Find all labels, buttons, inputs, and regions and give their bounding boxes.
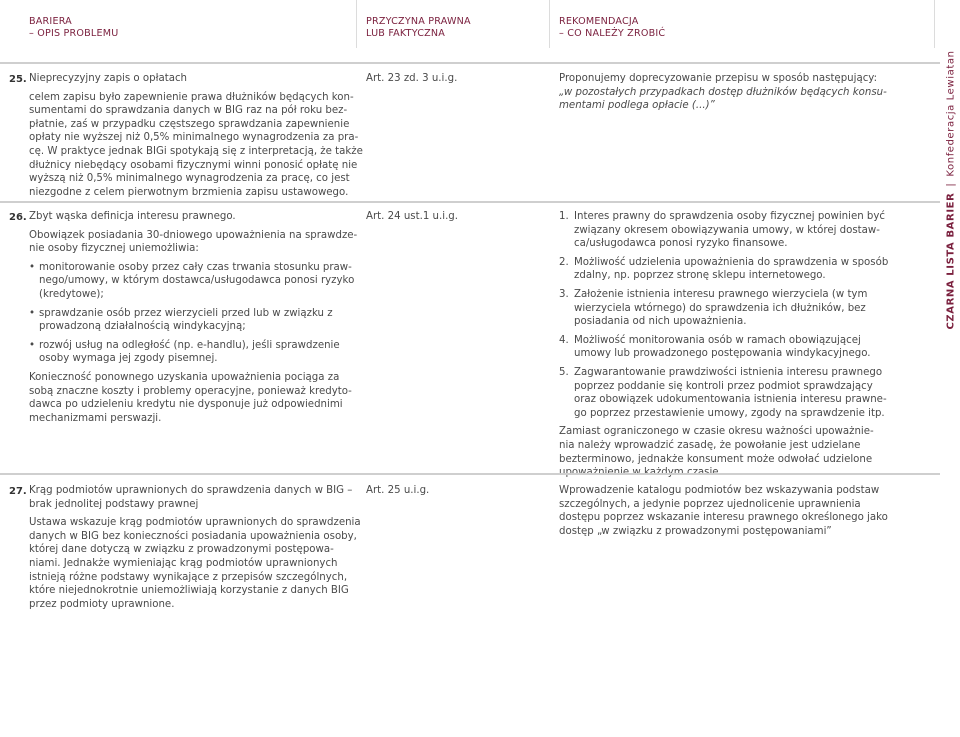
text-line: Zamiast ograniczonego w czasie okresu ważności upoważnie- [559, 426, 874, 438]
item-number: 1. [559, 211, 569, 222]
text-line: wyższą niż 0,5% minimalnego wynagrodzenia za pracę, co jest [29, 173, 350, 185]
numbered-item [559, 210, 889, 251]
text-line: Obowiązek posiadania 30-dniowego upoważnienia na sprawdze- [29, 229, 358, 241]
text-line: prowadzoną działalnością windykacyjną; [39, 321, 246, 333]
text-line: Konieczność ponownego uzyskania upoważnienia pociąga za [29, 371, 340, 383]
row-number: 27. [9, 486, 27, 497]
text-line: dostęp „w związku z prowadzonymi postępowaniami” [559, 525, 832, 537]
recommendation [559, 210, 889, 480]
text-line: Wprowadzenie katalogu podmiotów bez wskazywania podstaw [559, 485, 880, 496]
text-line: osoby wymaga jej zgody pisemnej. [39, 353, 218, 365]
header-line: LUB FAKTYCZNA [366, 28, 446, 39]
text-line: Interes prawny do sprawdzenia osoby fizycznej powinien być [574, 211, 886, 222]
text-line: szczególnych, a jedynie poprzez ujednolicenie uprawnienia [559, 498, 861, 510]
problem-title: Zbyt wąska definicja interesu prawnego. [29, 211, 236, 222]
text-line: przez podmioty uprawnione. [29, 598, 175, 610]
bullet-item [29, 261, 354, 302]
text-line: Proponujemy doprecyzowanie przepisu w sposób następujący: [559, 73, 878, 84]
text-line: dawca po udzieleniu kredytu nie dysponuje już odpowiednimi [29, 399, 343, 411]
header-line: REKOMENDACJA [559, 16, 639, 27]
legal-cause: Art. 24 ust.1 u.i.g. [366, 211, 459, 222]
numbered-item [559, 334, 889, 361]
text-line: bezterminowo, jednakże konsument może odwołać udzielone [559, 453, 873, 465]
row-divider [0, 473, 940, 475]
numbered-item [559, 288, 889, 329]
item-number: 3. [559, 288, 569, 300]
column-header-problem [29, 16, 118, 40]
text-line: (kredytowe); [39, 288, 104, 300]
header-divider [934, 0, 935, 48]
text-line: wierzyciela wtórnego) do sprawdzenia ich dłużników, bez [574, 302, 866, 314]
text-line: ca/usługodawca ponosi ryzyko finansowe. [574, 238, 788, 250]
problem-title: Krąg podmiotów uprawnionych do sprawdzenia danych w BIG – [29, 485, 353, 496]
sidebar-label [946, 50, 957, 329]
text-line: Założenie istnienia interesu prawnego wierzyciela (w tym [574, 288, 868, 300]
text-line: związany okresem obowiązywania umowy, w której dostaw- [574, 224, 880, 236]
text-line: której dane dotyczą w związku z prowadzonymi postępowa- [29, 544, 334, 556]
text-line: go poprzez przestawienie umowy, zgody na sprawdzenie itp. [574, 407, 885, 419]
sidebar-title: CZARNA LISTA BARIER [945, 192, 957, 330]
text-line: • sprawdzanie osób przez wierzycieli przed lub w związku z [39, 307, 333, 319]
text-line: nia należy wprowadzić zasadę, że powołanie jest udzielane [559, 439, 861, 451]
sidebar-subtitle: Konfederacja Lewiatan [945, 50, 957, 177]
quote-line: „w pozostałych przypadkach dostęp dłużników będących konsu- [559, 86, 887, 98]
problem-title: Nieprecyzyjny zapis o opłatach [29, 73, 188, 84]
text-line: sobą znaczne koszty i problemy operacyjne, ponieważ kredyto- [29, 385, 352, 397]
header-divider [549, 0, 550, 48]
text-line: umowy lub prowadzonego postępowania windykacyjnego. [574, 348, 871, 360]
column-header-recommendation [559, 16, 665, 40]
text-line: Zagwarantowanie prawdziwości istnienia interesu prawnego [574, 366, 883, 378]
text-line: dostępu poprzez wskazanie interesu prawnego określonego jako [559, 512, 888, 524]
row-divider [0, 201, 940, 203]
text-line: • monitorowanie osoby przez cały czas trwania stosunku praw- [39, 261, 352, 273]
text-line: • rozwój usług na odległość (np. e-handlu), jeśli sprawdzenie [39, 339, 340, 351]
legal-cause: Art. 23 zd. 3 u.i.g. [366, 73, 458, 84]
text-line: Ustawa wskazuje krąg podmiotów uprawnionych do sprawdzenia [29, 517, 361, 529]
text-line: niezgodne z celem pierwotnym brzmienia zapisu ustawowego. [29, 186, 349, 198]
text-line: celem zapisu było zapewnienie prawa dłużników będących kon- [29, 91, 354, 103]
text-line: poprzez poddanie się kontroli przez podmiot sprawdzający [574, 380, 873, 392]
text-line: posiadania od nich upoważnienia. [574, 316, 747, 328]
quote-line: mentami podlega opłacie (...)” [559, 100, 715, 112]
numbered-item [559, 256, 889, 283]
header-line: – CO NALEŻY ZROBIĆ [559, 28, 666, 39]
recommendation [559, 484, 889, 538]
text-line: oraz obowiązek udokumentowania istnienia interesu prawne- [574, 394, 887, 406]
text-line: danych w BIG bez konieczności posiadania upoważnienia osoby, [29, 530, 357, 542]
problem-description [29, 210, 358, 425]
problem-title: brak jednolitej podstawy prawnej [29, 498, 199, 510]
text-line: które niejednokrotnie uniemożliwiają korzystanie z danych BIG [29, 585, 349, 597]
header-line: BARIERA [29, 16, 72, 27]
text-line: zdalny, np. poprzez stronę sklepu internetowego. [574, 270, 826, 282]
numbered-item [559, 366, 889, 420]
sidebar-separator: | [945, 182, 957, 187]
text-line: istnieją różne podstawy wynikające z przepisów szczególnych, [29, 571, 348, 583]
problem-description [29, 484, 361, 611]
item-number: 2. [559, 256, 569, 268]
text-line: sumentami do sprawdzania danych w BIG raz na pół roku bez- [29, 105, 348, 117]
text-line: nie osoby fizycznej uniemożliwia: [29, 243, 199, 255]
bullet-item [29, 339, 354, 366]
text-line: mechanizmami perswazji. [29, 412, 162, 424]
row-number: 26. [9, 212, 27, 223]
row-divider [0, 62, 940, 64]
text-line: płatnie, zaś w przypadku częstszego sprawdzania zapewnienie [29, 118, 350, 130]
column-header-cause [366, 16, 471, 40]
header-line: PRZYCZYNA PRAWNA [366, 16, 471, 27]
text-line: niami. Jednakże wymieniając krąg podmiotów uprawnionych [29, 557, 338, 569]
text-line: nego/umowy, w którym dostawca/usługodawca ponosi ryzyko [39, 275, 355, 287]
item-number: 4. [559, 334, 569, 346]
bullet-item [29, 307, 354, 334]
header-divider [356, 0, 357, 48]
item-number: 5. [559, 366, 569, 378]
text-line: opłaty nie wyższej niż 0,5% minimalnego wynagrodzenia za pra- [29, 132, 359, 144]
text-line: Możliwość monitorowania osób w ramach obowiązującej [574, 334, 861, 346]
legal-cause: Art. 25 u.i.g. [366, 485, 430, 496]
recommendation [559, 72, 889, 113]
text-line: Możliwość udzielenia upoważnienia do sprawdzenia w sposób [574, 256, 889, 268]
header-line: – OPIS PROBLEMU [29, 28, 119, 39]
problem-description [29, 72, 363, 199]
row-number: 25. [9, 74, 27, 85]
text-line: dłużnicy niebędący osobami fizycznymi winni ponosić opłatę nie [29, 159, 358, 171]
text-line: cę. W praktyce jednak BIGi spotykają się z interpretacją, że także [29, 145, 363, 157]
